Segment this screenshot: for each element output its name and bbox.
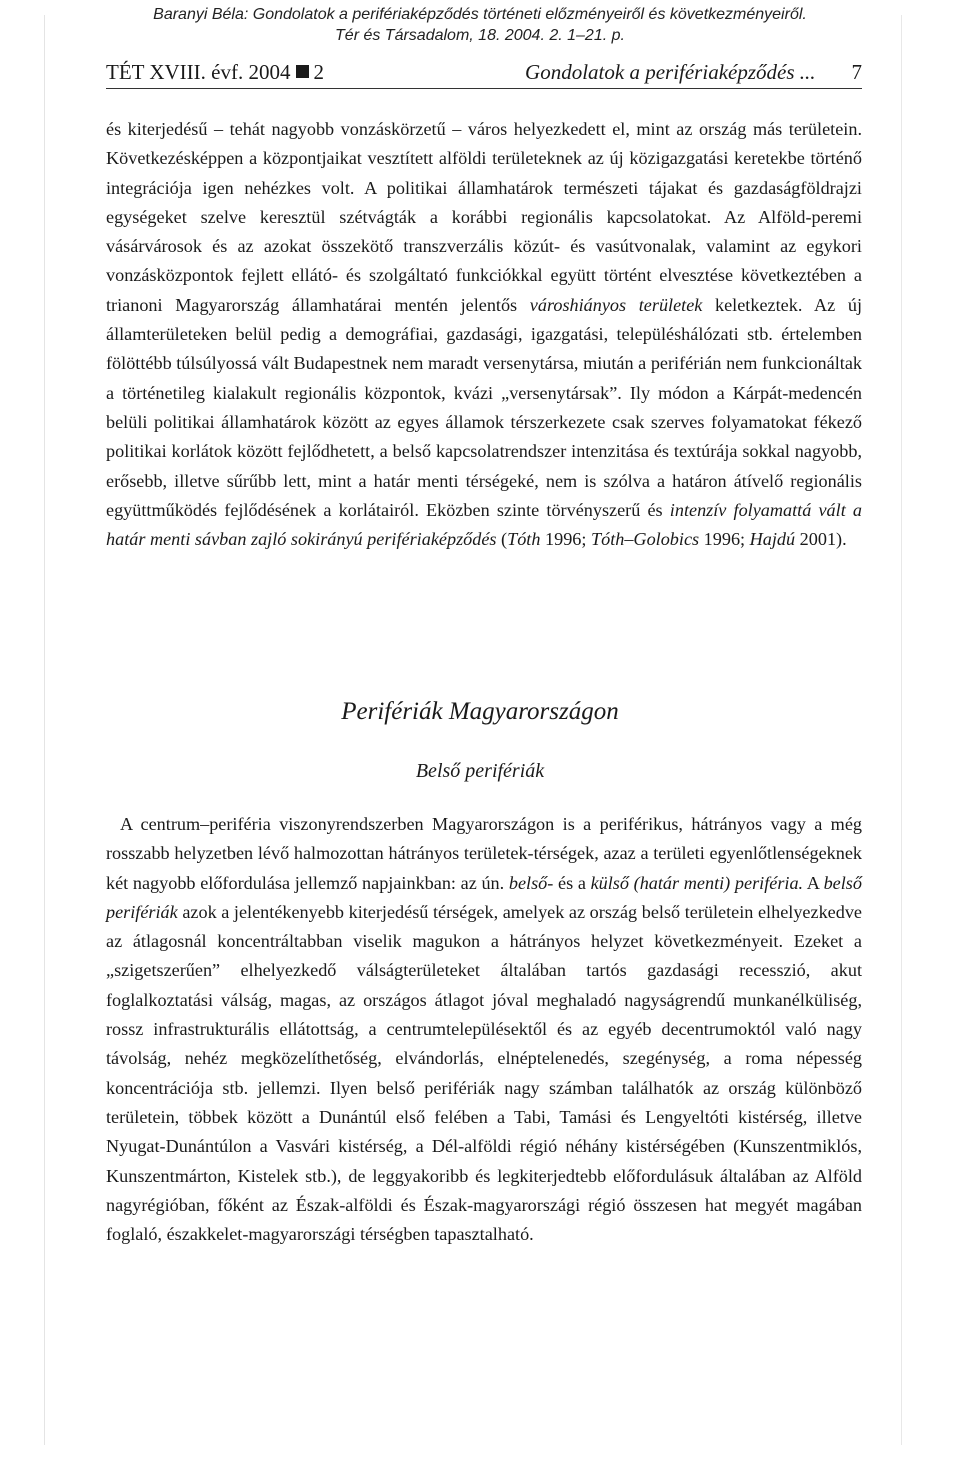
text-run: 1996; (699, 529, 750, 550)
paragraph-text (106, 810, 862, 1249)
running-title: Gondolatok a perifériaképződés ... (525, 60, 816, 84)
running-head-journal-group (106, 60, 324, 85)
italic-text-run: városhiányos területek (529, 294, 703, 315)
subsection-heading: Belső perifériák (415, 760, 545, 782)
running-head-title-group (525, 60, 862, 85)
italic-text-run: Tóth (507, 529, 541, 550)
text-run: és kiterjedésű – tehát nagyobb vonzáskörzetű – város helyezkedett el, mint az ország más területein. Következésképpen a központjaikat vesztített alföldi területeknek az új közigazgatási keretekbe történő integrációja igen nehézkes volt. A politikai államhatárok természeti tájakat és gazdaságföldrajzi egységeket szelve keresztül szétvágták a korábbi regionális kapcsolatokat. Az Alföld-peremi vásárvárosok és az azokat összekötő transzverzális közút- és vasútvonalak, valamint az egykori vonzásközpontok fejlett ellátó- és szolgáltató funkciókkal együtt történt elvesztése következtében a trianoni Magyarország államhatárai mentén jelentős (106, 119, 862, 315)
text-run: 1996; (540, 529, 591, 550)
text-run: keletkeztek. Az új államterületeken belül pedig a demográfiai, gazdasági, igazgatási, településhálózati stb. értelemben fölöttébb túlsúlyossá vált Budapestnek nem maradt versenytársa, miután a periférián nem funkcionáltak a történetileg kialakult regionális központok, kvázi „versenytársak”. Ily módon a Kárpát-medencén belüli politikai államhatárok között az egyes államok térszerkezete csak szerves folyamatokat fékező politikai korlátok között fejlődhetett, a belső kapcsolatrendszer intenzitása és textúrája sokkal nagyobb, erősebb, illetve sűrűbb lett, mint a határ menti térségeké, nem is szólva a határon átívelő regionális együttműködés fejlődésének a korlátairól. Eközben szinte törvényszerű és (106, 294, 862, 520)
text-run: ( (496, 529, 508, 550)
page-margin-rule-left (44, 15, 45, 1445)
citation-line-1: Baranyi Béla: Gondolatok a perifériaképződés történeti előzményeiről és következményeiről. (153, 6, 807, 23)
text-run: azok a jelentékenyebb kiterjedésű térségek, amelyek az ország belső területein elhelyezkedve az átlagosnál koncentráltabban viselik magukon a hátrányos helyzet következményeit. Ezeket a „szigetszerűen” elhelyezkedő válságterületeket általában tartós gazdasági recesszió, akut foglalkoztatási válság, magas, az országos átlagot jóval meghaladó nagyságrendű munkanélküliség, rossz infrastrukturális ellátottság, a centrumtelepülésektől és az egyéb decentrumoktól való nagy távolság, nehéz megközelíthetőség, elvándorlás, elnéptelenedés, szegénység, a roma népesség koncentrációja stb. jellemzi. Ilyen belső perifériák nagy számban találhatók az ország különböző területein, többek között a Dunántúl első felében a Tabi, Tamási és Lengyeltóti kistérség, illetve Nyugat-Dunántúlon a Vasvári kistérség, a Dél-alföldi régió néhány kistérségében (Kunszentmiklós, Kunszentmárton, Kistelek stb.), de leggyakoribb és legkiterjedtebb előfordulásuk általában az Alföld nagyrégióban, főként az Észak-alföldi és Észak-magyarországi régió összesen hat megyét magában foglaló, északkelet-magyarországi térségben tapasztalható. (106, 901, 862, 1245)
black-square-icon (296, 65, 309, 78)
italic-text-run: Hajdú (749, 529, 796, 550)
body-paragraph-2 (106, 810, 862, 1249)
italic-text-run: Tóth–Golobics (590, 529, 700, 550)
text-run: 2001). (795, 529, 847, 550)
italic-text-run: belső (508, 872, 548, 893)
running-head (106, 60, 862, 89)
page-number: 7 (851, 60, 862, 84)
citation-line-2: Tér és Társadalom, 18. 2004. 2. 1–21. p. (335, 27, 625, 44)
text-run: - és a (547, 872, 591, 893)
body-paragraph-1 (106, 115, 862, 554)
section-heading: Perifériák Magyarországon (341, 698, 619, 725)
citation-header (0, 4, 960, 46)
text-run: A centrum–periféria viszonyrendszerben Magyarországon is a periférikus, hátrányos vagy a még rosszabb helyzetben lévő halmozottan hátrányos területek-térségek, azaz a területi egyenlőtlenségeknek két nagyobb előfordulása jellemző napjainkban: az ún. (106, 814, 862, 893)
paragraph-text (106, 115, 862, 554)
text-run: A (803, 872, 824, 893)
journal-volume: TÉT XVIII. évf. 2004 (106, 60, 291, 84)
issue-number: 2 (313, 60, 324, 84)
italic-text-run: külső (határ menti) periféria. (590, 872, 804, 893)
italic-text-run: belső perifériák (106, 872, 862, 922)
italic-text-run: intenzív folyamattá vált a határ menti sávban zajló sokirányú perifériaképződés (106, 499, 862, 550)
page-margin-rule-right (901, 15, 902, 1445)
